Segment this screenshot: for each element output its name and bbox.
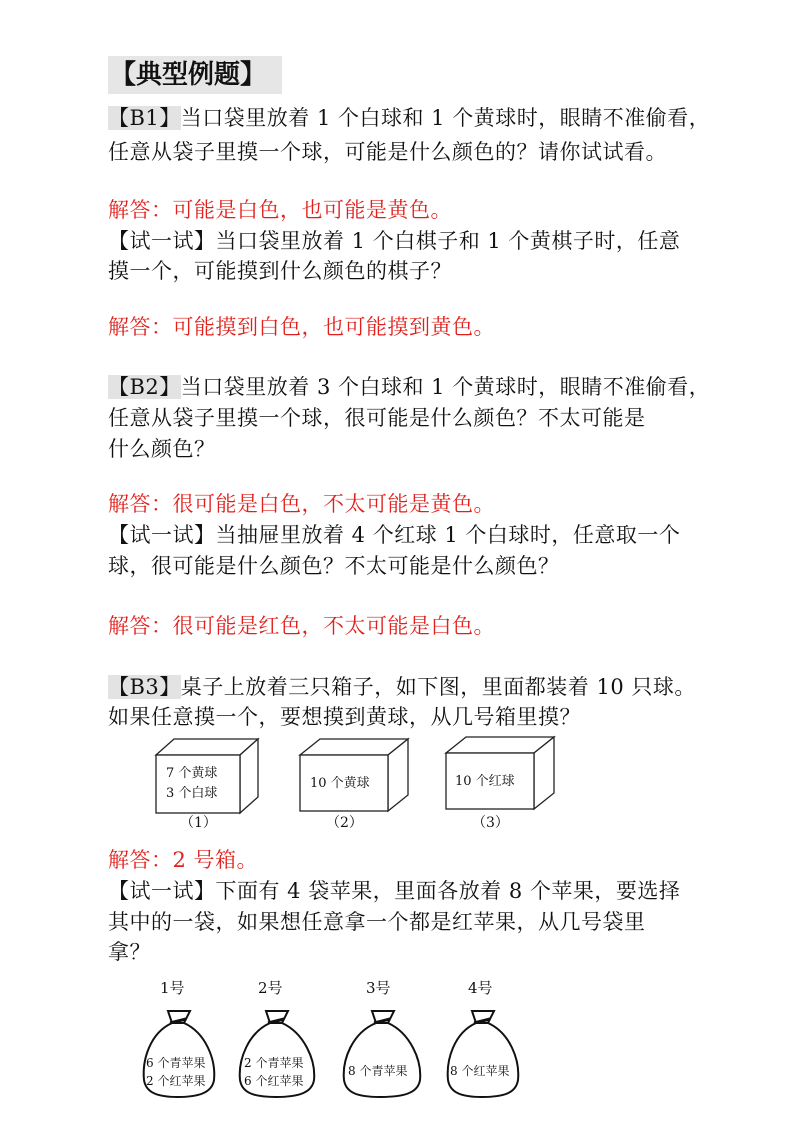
b3-text1: 桌子上放着三只箱子，如下图，里面都装着 10 只球。 bbox=[180, 675, 696, 699]
b3-question-line1 bbox=[108, 672, 696, 702]
box-2 bbox=[300, 739, 408, 811]
box-1-text2: 3 个白球 bbox=[166, 786, 218, 801]
b2-text1: 当口袋里放着 3 个白球和 1 个黄球时，眼睛不准偷看， bbox=[180, 375, 711, 399]
bag-4 bbox=[448, 1011, 519, 1097]
b1-try-text1: 当口袋里放着 1 个白棋子和 1 个黄棋子时，任意 bbox=[215, 229, 681, 253]
b3-try-tag: 【试一试】 bbox=[108, 879, 216, 903]
b2-try-line2: 球，很可能是什么颜色？不太可能是什么颜色？ bbox=[108, 554, 560, 578]
b1-text1: 当口袋里放着 1 个白球和 1 个黄球时，眼睛不准偷看， bbox=[180, 106, 711, 130]
b1-answer: 解答：可能是白色，也可能是黄色。 bbox=[108, 198, 452, 222]
box-1-text1: 7 个黄球 bbox=[166, 766, 218, 781]
box-2-label: （2） bbox=[326, 815, 363, 831]
section-heading: 【典型例题】 bbox=[108, 56, 282, 94]
box-3 bbox=[446, 737, 554, 809]
bags-figure bbox=[130, 975, 550, 1105]
b2-try-text1: 当抽屉里放着 4 个红球 1 个白球时，任意取一个 bbox=[215, 523, 681, 547]
box-2-text: 10 个黄球 bbox=[310, 776, 370, 791]
bag-3 bbox=[344, 1011, 420, 1097]
b1-try-answer: 解答：可能摸到白色，也可能摸到黄色。 bbox=[108, 315, 495, 339]
bag-4-text: 8 个红苹果 bbox=[450, 1064, 510, 1078]
bag-1-number: 1号 bbox=[160, 979, 185, 997]
b1-try-tag: 【试一试】 bbox=[108, 229, 216, 253]
bag-1-text2: 2 个红苹果 bbox=[146, 1074, 206, 1088]
box-1-label: （1） bbox=[180, 815, 217, 831]
b1-question-line2: 任意从袋子里摸一个球，可能是什么颜色的？请你试试看。 bbox=[108, 140, 667, 164]
bag-4-number: 4号 bbox=[468, 979, 493, 997]
b1-question-line1 bbox=[108, 103, 710, 133]
b3-question-line2: 如果任意摸一个，要想摸到黄球，从几号箱里摸？ bbox=[108, 705, 581, 729]
b2-tag: 【B2】 bbox=[108, 375, 181, 399]
b2-try-tag: 【试一试】 bbox=[108, 523, 216, 547]
b1-tag: 【B1】 bbox=[108, 106, 181, 130]
boxes-figure bbox=[150, 735, 570, 835]
b1-try-line2: 摸一个，可能摸到什么颜色的棋子？ bbox=[108, 259, 452, 283]
b3-tag: 【B3】 bbox=[108, 675, 181, 699]
box-3-text: 10 个红球 bbox=[455, 774, 515, 789]
b2-question-line2: 任意从袋子里摸一个球，很可能是什么颜色？不太可能是 bbox=[108, 406, 646, 430]
b1-try-line1 bbox=[108, 226, 680, 256]
bag-3-text: 8 个青苹果 bbox=[348, 1064, 408, 1078]
b3-try-line2: 其中的一袋，如果想任意拿一个都是红苹果，从几号袋里 bbox=[108, 910, 646, 934]
b2-try-answer: 解答：很可能是红色，不太可能是白色。 bbox=[108, 614, 495, 638]
b2-try-line1 bbox=[108, 520, 680, 550]
b2-answer: 解答：很可能是白色，不太可能是黄色。 bbox=[108, 492, 495, 516]
bag-1-text1: 6 个青苹果 bbox=[146, 1056, 206, 1070]
bag-2-text2: 6 个红苹果 bbox=[244, 1074, 304, 1088]
bag-2-text1: 2 个青苹果 bbox=[244, 1056, 304, 1070]
box-3-label: （3） bbox=[472, 815, 509, 831]
b2-question-line3: 什么颜色？ bbox=[108, 437, 216, 461]
bag-2-number: 2号 bbox=[258, 979, 283, 997]
bag-3-number: 3号 bbox=[366, 979, 391, 997]
b3-try-text1: 下面有 4 袋苹果，里面各放着 8 个苹果，要选择 bbox=[215, 879, 681, 903]
b3-answer: 解答：2 号箱。 bbox=[108, 848, 259, 872]
b3-try-line3: 拿？ bbox=[108, 940, 151, 964]
b3-try-line1 bbox=[108, 876, 680, 906]
b2-question-line1 bbox=[108, 372, 710, 402]
